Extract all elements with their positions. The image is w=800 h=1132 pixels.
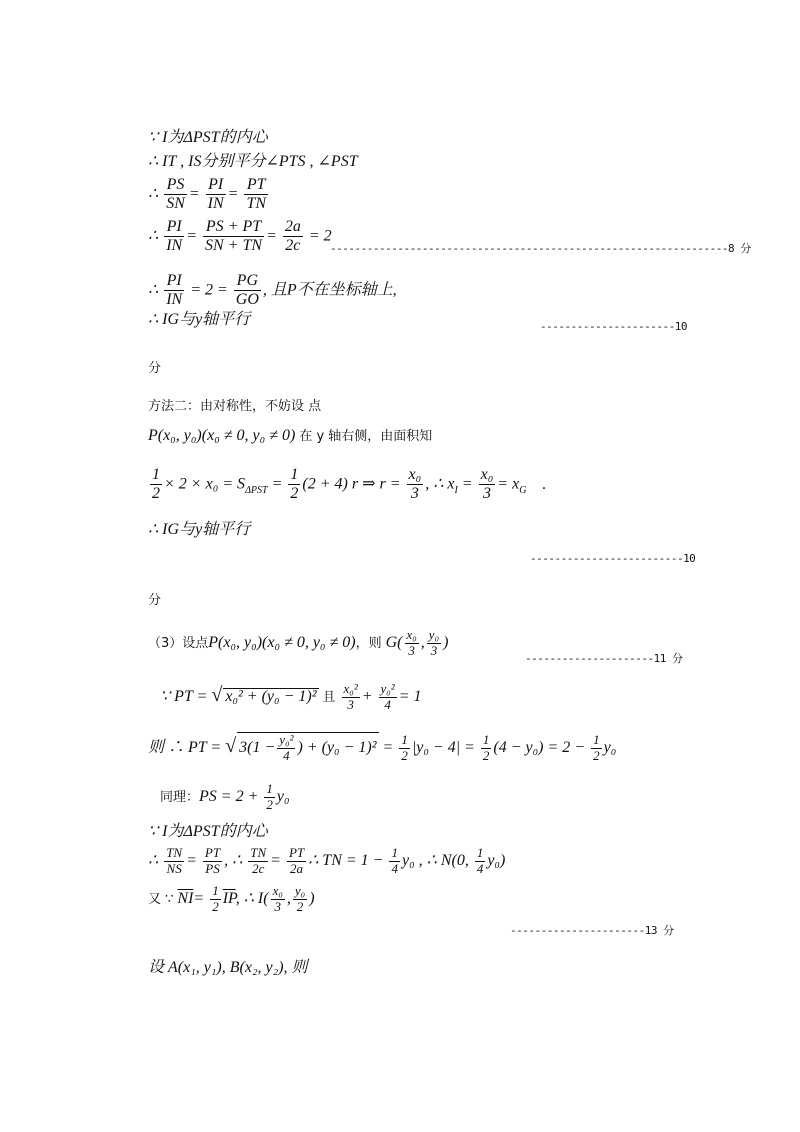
score-mark-13: ----------------------13 分 bbox=[510, 924, 674, 937]
line-ps: 同理：PS = 2 + $\frac{1}{2}$ y₀ bbox=[160, 781, 290, 812]
line-tn: ∴ $\frac{TN}{NS}$ = $\frac{PT}{PS}$ , ∴ $\frac{TN}{2c}$ = $\frac{PT}{2a}$ ∴ TN = 1 − $\frac{1}{4}$ y₀ , ∴ N(0, $\frac{1}{4}$ y₀) bbox=[148, 845, 506, 876]
line-parallel-2: ∴ IG与y轴平行 bbox=[148, 521, 251, 538]
line-incenter: ∵ I为ΔPST的内心 bbox=[148, 129, 268, 146]
line-vector: 又 ∵ $\overline{NI}=$ $\frac{1}{2}$ $\overline{IP}$, ∴ I( $\frac{\text{x₀}}{3}$ , $\frac{\text{y₀}}{2}$ ) bbox=[148, 883, 315, 914]
score-mark-8: -----------------------------------------------------------------8 分 bbox=[330, 242, 751, 255]
fen-1: 分 bbox=[148, 361, 162, 376]
line-ab: 设 A(x₁, y₁), B(x₂, y₂), 则 bbox=[148, 959, 308, 976]
line-incenter-2: ∵ I为ΔPST的内心 bbox=[148, 823, 268, 840]
fraction: $\frac{PS}{SN}$ bbox=[166, 176, 185, 213]
line-ratio-1: ∴ $\frac{PS}{SN}$ = $\frac{PI}{IN}$ = $\frac{PT}{TN}$ bbox=[148, 176, 267, 213]
method-two-title: 方法二：由对称性，不妨设 点 bbox=[148, 399, 322, 414]
line-parallel-1: ∴ IG与y轴平行 bbox=[148, 311, 251, 328]
line-point-p: P(x₀, y₀)(x₀ ≠ 0, y₀ ≠ 0) 在 y 轴右侧，由面积知 bbox=[148, 427, 433, 444]
fraction: $\frac{PT}{TN}$ bbox=[246, 176, 267, 213]
line-pt-expanded: 则 ∴ PT = √ 3(1 − $\frac{\text{y₀²}}{4}$ ) + (y₀ − 1)² = $\frac{1}{2}$ |y₀ − 4| = $\frac{1}{2}$ (4 − y₀) = 2 − $\frac{1}{2}$ y₀ bbox=[148, 732, 617, 763]
line-area: $\frac{1}{2}$ × $2 \times x_0 = S_{\Delta PST}$ = $\frac{1}{2}$ (2 + 4) r ⇒ r = $\frac{\text{x₀}}{3}$ , ∴ $x_I$ = $\frac{\text{x₀}}{3}$ = $x_G$ . bbox=[152, 466, 547, 503]
fen-2: 分 bbox=[148, 593, 162, 608]
line-ratio-2: ∴ $\frac{PI}{IN}$ = $\frac{PS + PT}{SN + TN}$ = $\frac{2a}{2c}$ = 2 bbox=[148, 218, 332, 255]
line-bisectors: ∴ IT , IS分别平分∠PTS , ∠PST bbox=[148, 153, 358, 170]
line-pt: ∵ PT = √ x₀² + (y₀ − 1)² 且 $\frac{\text{x₀²}}{3}$ + $\frac{\text{y₀²}}{4}$ = 1 bbox=[160, 681, 422, 712]
score-mark-10b: -------------------------10 bbox=[530, 552, 696, 565]
fraction: $\frac{PI}{IN}$ bbox=[207, 176, 224, 213]
line-part3: （3）设点P(x₀, y₀)(x₀ ≠ 0, y₀ ≠ 0)，则 G( $\frac{\text{x₀}}{3}$ , $\frac{\text{y₀}}{3}$ ) bbox=[148, 627, 449, 658]
line-ratio-pg: ∴ $\frac{PI}{IN}$ = 2 = $\frac{PG}{GO}$ , 且P不在坐标轴上, bbox=[148, 272, 397, 309]
score-mark-11: ---------------------11 分 bbox=[525, 652, 683, 665]
score-mark-10a: ----------------------10 bbox=[540, 320, 687, 333]
